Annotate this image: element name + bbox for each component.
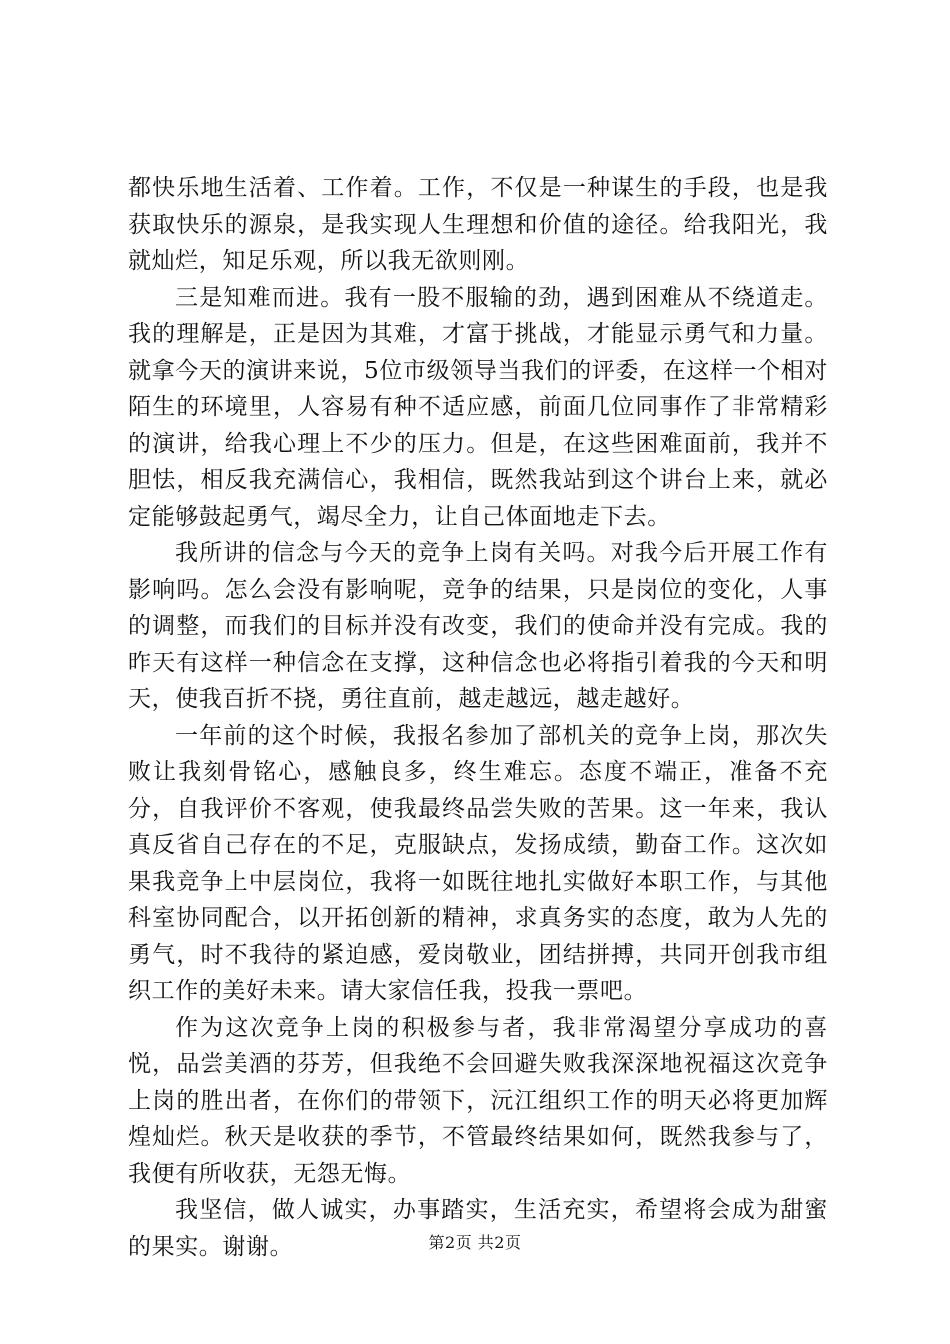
- document-body: [128, 170, 828, 1265]
- paragraph-2: 三是知难而进。我有一股不服输的劲，遇到困难从不绕道走。我的理解是，正是因为其难，才富于挑战，才能显示勇气和力量。就拿今天的演讲来说，5位市级领导当我们的评委，在这样一个相对陌生的环境里，人容易有种不适应感，前面几位同事作了非常精彩的演讲，给我心理上不少的压力。但是，在这些困难面前，我并不胆怯，相反我充满信心，我相信，既然我站到这个讲台上来，就必定能够鼓起勇气，竭尽全力，让自己体面地走下去。: [128, 284, 828, 530]
- paragraph-4: 一年前的这个时候，我报名参加了部机关的竞争上岗，那次失败让我刻骨铭心，感触良多，终生难忘。态度不端正，准备不充分，自我评价不客观，使我最终品尝失败的苦果。这一年来，我认真反省自己存在的不足，克服缺点，发扬成绩，勤奋工作。这次如果我竞争上中层岗位，我将一如既往地扎实做好本职工作，与其他科室协同配合，以开拓创新的精神，求真务实的态度，敢为人先的勇气，时不我待的紧迫感，爱岗敬业，团结拼搏，共同开创我市组织工作的美好未来。请大家信任我，投我一票吧。: [128, 722, 828, 1004]
- page-footer: 第2页 共2页: [428, 1233, 522, 1252]
- paragraph-1: 都快乐地生活着、工作着。工作，不仅是一种谋生的手段，也是我获取快乐的源泉，是我实现人生理想和价值的途径。给我阳光，我就灿烂，知足乐观，所以我无欲则刚。: [128, 175, 828, 274]
- paragraph-3: 我所讲的信念与今天的竞争上岗有关吗。对我今后开展工作有影响吗。怎么会没有影响呢，竞争的结果，只是岗位的变化，人事的调整，而我们的目标并没有改变，我们的使命并没有完成。我的昨天有这样一种信念在支撑，这种信念也必将指引着我的今天和明天，使我百折不挠，勇往直前，越走越远，越走越好。: [128, 540, 828, 712]
- paragraph-5: 作为这次竞争上岗的积极参与者，我非常渴望分享成功的喜悦，品尝美酒的芬芳，但我绝不会回避失败我深深地祝福这次竞争上岗的胜出者，在你们的带领下，沅江组织工作的明天必将更加辉煌灿烂。秋天是收获的季节，不管最终结果如何，既然我参与了，我便有所收获，无怨无悔。: [128, 1014, 828, 1187]
- paragraph-6: 我坚信，做人诚实，办事踏实，生活充实，希望将会成为甜蜜的果实。谢谢。: [128, 1197, 828, 1260]
